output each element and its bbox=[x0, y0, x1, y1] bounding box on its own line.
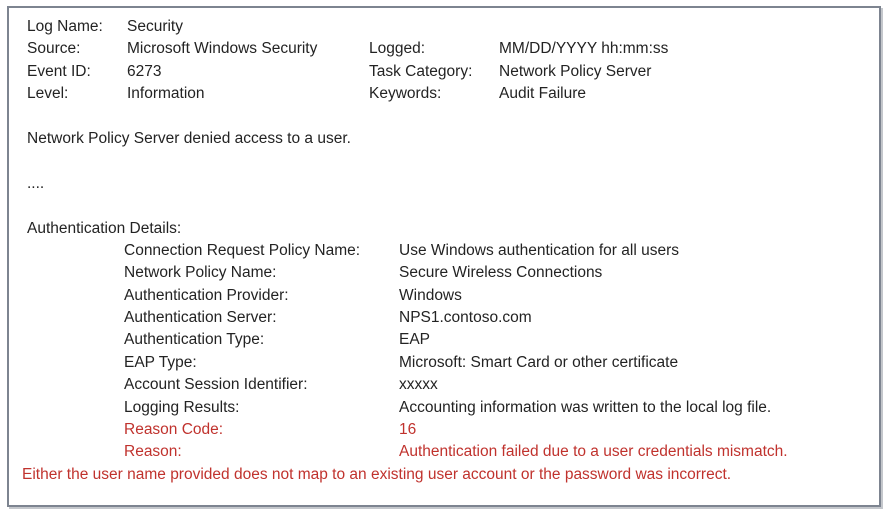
event-details-panel bbox=[7, 6, 881, 507]
ellipsis-text: .... bbox=[27, 174, 45, 192]
field-row-source-logged bbox=[27, 38, 875, 60]
auth-details-heading-text: Authentication Details: bbox=[27, 219, 182, 237]
indent bbox=[27, 240, 124, 262]
detail-value: Microsoft: Smart Card or other certificate bbox=[399, 353, 679, 371]
auth-details-heading bbox=[27, 218, 875, 240]
detail-row-authentication-type bbox=[27, 329, 875, 351]
detail-row-reason-code bbox=[27, 419, 875, 441]
detail-label: Account Session Identifier: bbox=[124, 376, 308, 394]
detail-row-eap-type bbox=[27, 352, 875, 374]
reason-footer-note bbox=[22, 464, 875, 486]
detail-label: Connection Request Policy Name: bbox=[124, 241, 361, 259]
detail-row-account-session-identifier bbox=[27, 374, 875, 396]
indent bbox=[27, 419, 124, 441]
detail-row-authentication-provider bbox=[27, 285, 875, 307]
indent bbox=[27, 285, 124, 307]
detail-value: EAP bbox=[399, 331, 431, 349]
detail-row-network-policy-name bbox=[27, 262, 875, 284]
field-label: Task Category: bbox=[369, 62, 473, 80]
detail-value: 16 bbox=[399, 421, 417, 439]
detail-label: Reason: bbox=[124, 443, 182, 461]
detail-label: Network Policy Name: bbox=[124, 264, 277, 282]
field-value: Information bbox=[127, 85, 205, 103]
detail-label: Logging Results: bbox=[124, 398, 240, 416]
field-value: MM/DD/YYYY hh:mm:ss bbox=[499, 40, 669, 58]
field-label: Level: bbox=[27, 85, 69, 103]
field-label: Logged: bbox=[369, 40, 426, 58]
spacer bbox=[27, 150, 875, 172]
event-description bbox=[27, 128, 875, 150]
field-value: Audit Failure bbox=[499, 85, 587, 103]
field-row-eventid-taskcategory bbox=[27, 61, 875, 83]
field-value: Microsoft Windows Security bbox=[127, 40, 318, 58]
indent bbox=[27, 374, 124, 396]
detail-label: Authentication Type: bbox=[124, 331, 265, 349]
field-label: Log Name: bbox=[27, 18, 103, 35]
field-value: Security bbox=[127, 18, 183, 35]
detail-value: xxxxx bbox=[399, 376, 438, 394]
detail-row-logging-results bbox=[27, 397, 875, 419]
field-value bbox=[499, 16, 875, 38]
indent bbox=[27, 307, 124, 329]
detail-label: EAP Type: bbox=[124, 353, 197, 371]
field-label bbox=[369, 16, 499, 38]
spacer bbox=[27, 195, 875, 217]
detail-row-reason bbox=[27, 441, 875, 463]
detail-row-connection-request-policy bbox=[27, 240, 875, 262]
detail-value: NPS1.contoso.com bbox=[399, 309, 532, 327]
indent bbox=[27, 441, 124, 463]
field-value: 6273 bbox=[127, 62, 162, 80]
detail-label: Authentication Provider: bbox=[124, 286, 289, 304]
reason-footer-note-text: Either the user name provided does not map to an existing user account or the password was incorrect. bbox=[22, 465, 732, 483]
field-label: Source: bbox=[27, 40, 81, 58]
detail-row-authentication-server bbox=[27, 307, 875, 329]
field-row-log-name bbox=[27, 16, 875, 38]
detail-value: Use Windows authentication for all users bbox=[399, 241, 679, 259]
detail-value: Authentication failed due to a user credentials mismatch. bbox=[399, 443, 788, 461]
ellipsis-line bbox=[27, 173, 875, 195]
field-label: Keywords: bbox=[369, 85, 442, 103]
detail-label: Authentication Server: bbox=[124, 309, 277, 327]
indent bbox=[27, 397, 124, 419]
event-description-text: Network Policy Server denied access to a user. bbox=[27, 129, 351, 147]
detail-label: Reason Code: bbox=[124, 421, 224, 439]
detail-value: Windows bbox=[399, 286, 462, 304]
indent bbox=[27, 262, 124, 284]
spacer bbox=[27, 106, 875, 128]
indent bbox=[27, 352, 124, 374]
field-value: Network Policy Server bbox=[499, 62, 652, 80]
detail-value: Secure Wireless Connections bbox=[399, 264, 603, 282]
detail-value: Accounting information was written to the local log file. bbox=[399, 398, 772, 416]
indent bbox=[27, 329, 124, 351]
field-label: Event ID: bbox=[27, 62, 91, 80]
field-row-level-keywords bbox=[27, 83, 875, 105]
